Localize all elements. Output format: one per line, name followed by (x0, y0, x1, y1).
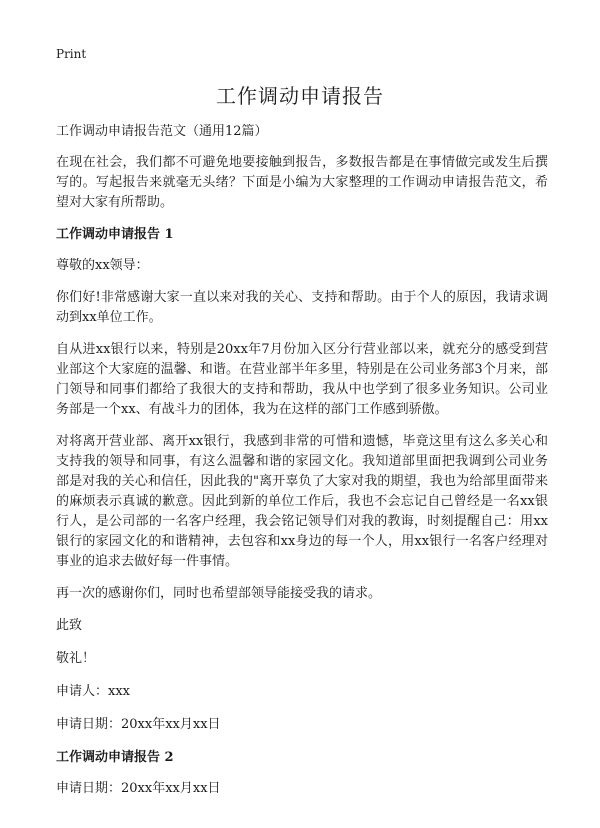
salutation: 尊敬的xx领导： (56, 258, 149, 273)
body-paragraph-4: 再一次的感谢你们，同时也希望部领导能接受我的请求。 (56, 586, 382, 601)
closing-line-1: 此致 (56, 618, 83, 633)
body-paragraph-2: 自从进xx银行以来，特别是20xx年7月份加入区分行营业部以来，就充分的感受到营业部这个大家庭的温馨、和谐。在营业部半年多里，特别是在公司业务部3个月来，部门领导和同事们都给了我很大的支持和帮助，我从中也学到了很多业务知识。公司业务部是一个xx、有战斗力的团体，我为在这样的部门工作感到骄傲。 (56, 342, 548, 417)
print-link[interactable]: Print (56, 47, 87, 61)
document-subtitle: 工作调动申请报告范文（通用12篇） (56, 124, 268, 139)
document-body (56, 122, 548, 811)
closing-line-2: 敬礼！ (56, 651, 96, 666)
body-paragraph-1: 你们好!非常感谢大家一直以来对我的关心、支持和帮助。由于个人的原因，我请求调动到xx单位工作。 (56, 290, 548, 325)
section-heading-1: 工作调动申请报告 1 (56, 227, 174, 242)
page-title: 工作调动申请报告 (216, 84, 384, 108)
date-line-1: 申请日期：20xx年xx月xx日 (56, 717, 221, 732)
date-line-2: 申请日期：20xx年xx月xx日 (56, 781, 221, 796)
applicant-line: 申请人：xxx (56, 684, 130, 699)
intro-paragraph: 在现在社会，我们都不可避免地要接触到报告，多数报告都是在事情做完或发生后撰写的。写起报告来就毫无头绪？下面是小编为大家整理的工作调动申请报告范文，希望对大家有所帮助。 (56, 155, 548, 210)
section-heading-2: 工作调动申请报告 2 (56, 750, 174, 765)
body-paragraph-3: 对将离开营业部、离开xx银行，我感到非常的可惜和遗憾，毕竟这里有这么多关心和支持我的领导和同事，有这么温馨和谐的家园文化。我知道部里面把我调到公司业务部是对我的关心和信任，因此我的"离开辜负了大家对我的期望，我也为给部里面带来的麻烦表示真诚的歉意。因此到新的单位工作后，我也不会忘记自己曾经是一名xx银行人，是公司部的一名客户经理，我会铭记领导们对我的教诲，时刻提醒自己：用xx银行的家园文化的和谐精神，去包容和xx身边的每一个人，用xx银行一名客户经理对事业的追求去做好每一件事情。 (56, 434, 548, 569)
